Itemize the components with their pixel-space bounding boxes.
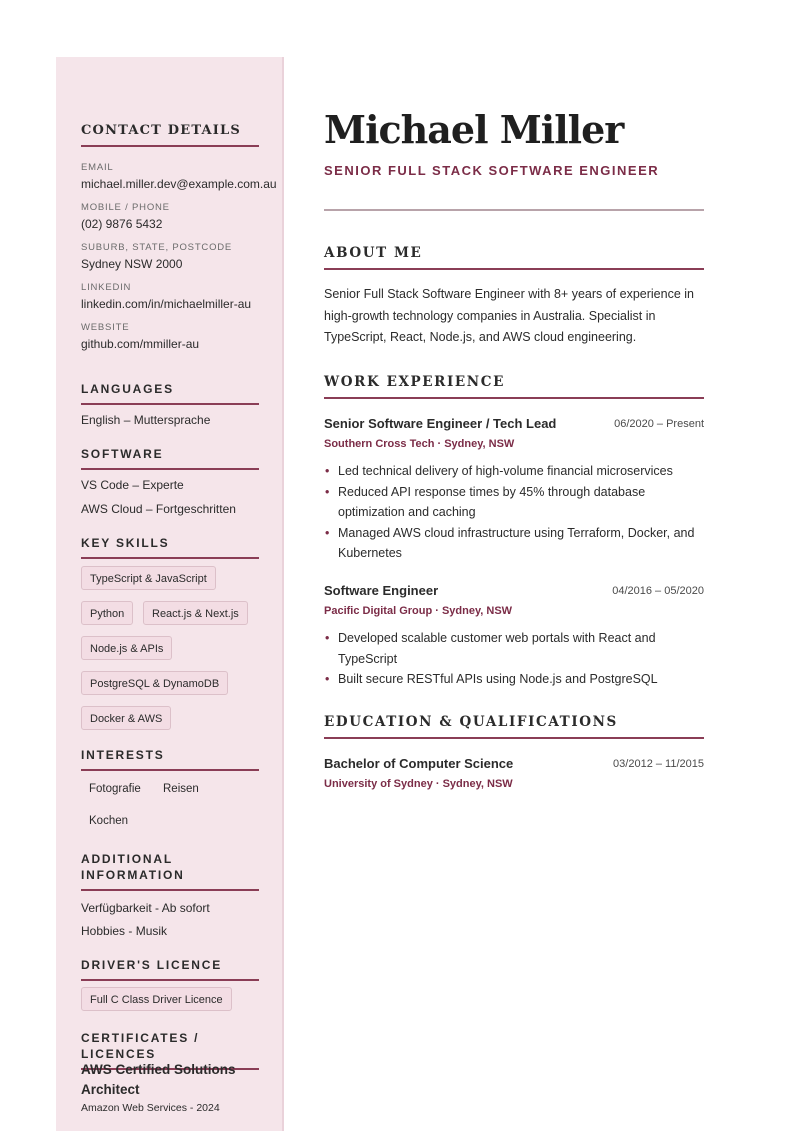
education-school: University of Sydney · Sydney, NSW (324, 778, 513, 790)
job-title: Senior Software Engineer / Tech Lead (324, 416, 557, 431)
email-value[interactable]: michael.miller.dev@example.com.au (81, 177, 277, 191)
job-company: Pacific Digital Group · Sydney, NSW (324, 605, 513, 617)
job-bullet: • Reduced API response times by 45% through database optimization and caching (324, 482, 704, 523)
interests-heading: INTERESTS (81, 747, 259, 771)
job-bullet: • Developed scalable customer web portals with React and TypeScript (324, 628, 704, 669)
skill-chip: Docker & AWS (81, 706, 171, 730)
software-heading: SOFTWARE (81, 446, 259, 470)
cert-title: AWS Certified Solutions Architect (81, 1062, 236, 1097)
additional-item: Verfügbarkeit - Ab sofort (81, 901, 210, 915)
interest-item: Fotografie (89, 783, 141, 795)
skill-chip: React.js & Next.js (143, 601, 248, 625)
software-item: AWS Cloud – Fortgeschritten (81, 502, 236, 516)
additional-heading (81, 851, 259, 891)
education-heading: EDUCATION & QUALIFICATIONS (324, 713, 704, 739)
candidate-name: Michael Miller (324, 107, 624, 152)
language-item: English – Muttersprache (81, 413, 211, 427)
job-bullet: • Managed AWS cloud infrastructure using Terraform, Docker, and Kubernetes (324, 523, 704, 564)
work-heading: WORK EXPERIENCE (324, 373, 704, 399)
languages-heading: LANGUAGES (81, 381, 259, 405)
job-bullet: • Led technical delivery of high-volume financial microservices (324, 461, 704, 482)
skill-chip: TypeScript & JavaScript (81, 566, 216, 590)
location-label: SUBURB, STATE, POSTCODE (81, 242, 233, 253)
linkedin-value[interactable]: linkedin.com/in/michaelmiller-au (81, 297, 252, 311)
linkedin-label: LINKEDIN (81, 282, 132, 293)
sidebar (56, 57, 284, 1131)
candidate-title: SENIOR FULL STACK SOFTWARE ENGINEER (324, 163, 660, 178)
about-text: Senior Full Stack Software Engineer with 8+ years of experience in high-growth technology companies in Australia. Specialist in TypeScript, React, Node.js, and AWS cloud engineering. (324, 287, 694, 344)
website-label: WEBSITE (81, 322, 130, 333)
job-company: Southern Cross Tech · Sydney, NSW (324, 438, 515, 450)
additional-item: Hobbies - Musik (81, 924, 168, 938)
about-heading: ABOUT ME (324, 244, 704, 270)
skills-heading: KEY SKILLS (81, 535, 259, 559)
location-value: Sydney NSW 2000 (81, 257, 183, 271)
job-bullets (324, 461, 704, 564)
additional-heading-line1: ADDITIONAL (81, 852, 173, 866)
software-item: VS Code – Experte (81, 478, 184, 492)
job-date: 04/2016 – 05/2020 (612, 585, 704, 597)
interest-item: Kochen (89, 815, 129, 827)
job-bullets (324, 628, 704, 690)
phone-value[interactable]: (02) 9876 5432 (81, 217, 163, 231)
interest-item: Reisen (163, 783, 199, 795)
skill-chip: Node.js & APIs (81, 636, 172, 660)
job-bullet: • Built secure RESTful APIs using Node.js and PostgreSQL (324, 669, 704, 690)
job-date: 06/2020 – Present (614, 418, 704, 430)
header-divider (324, 209, 704, 211)
cert-issuer: Amazon Web Services - 2024 (81, 1102, 220, 1114)
skill-chip: PostgreSQL & DynamoDB (81, 671, 228, 695)
job-title: Software Engineer (324, 583, 439, 598)
degree-title: Bachelor of Computer Science (324, 756, 514, 771)
phone-label: MOBILE / PHONE (81, 202, 170, 213)
website-value[interactable]: github.com/mmiller-au (81, 337, 200, 351)
education-date: 03/2012 – 11/2015 (613, 758, 704, 770)
skill-chip: Python (81, 601, 133, 625)
email-label: EMAIL (81, 162, 114, 173)
additional-heading-line2: INFORMATION (81, 868, 185, 882)
licence-heading: DRIVER'S LICENCE (81, 957, 259, 981)
certificates-heading: CERTIFICATES / LICENCES (81, 1030, 259, 1070)
licence-chip: Full C Class Driver Licence (81, 987, 232, 1011)
contact-heading: CONTACT DETAILS (81, 123, 259, 147)
